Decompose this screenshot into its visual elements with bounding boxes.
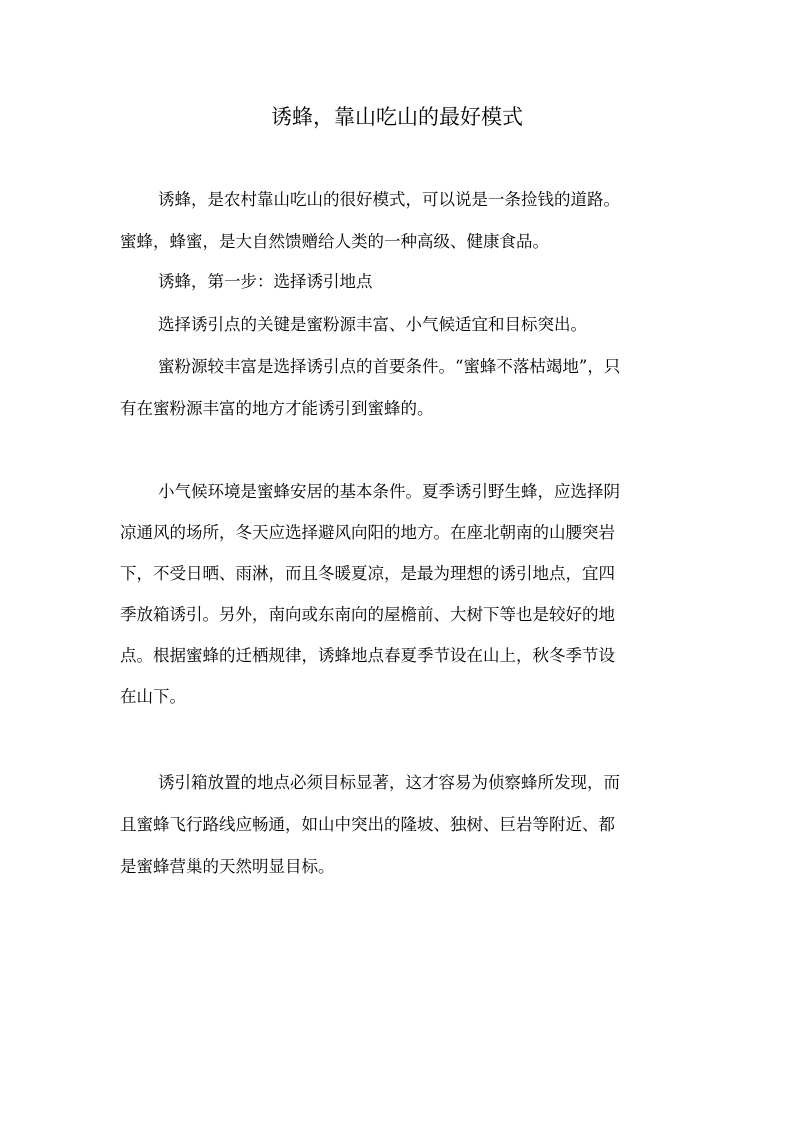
paragraph-line: 有在蜜粉源丰富的地方才能诱引到蜜蜂的。 bbox=[120, 399, 434, 418]
paragraph-line: 蜜蜂，蜂蜜，是大自然馈赠给人类的一种高级、健康食品。 bbox=[120, 232, 549, 251]
paragraph-line: 在山下。 bbox=[120, 687, 186, 706]
document-title: 诱蜂，靠山吃山的最好模式 bbox=[271, 105, 523, 129]
paragraph-line: 小气候环境是蜜蜂安居的基本条件。夏季诱引野生蜂，应选择阴 bbox=[158, 482, 620, 501]
paragraph-line: 诱蜂，第一步：选择诱引地点 bbox=[158, 272, 373, 291]
paragraph-line: 蜜粉源较丰富是选择诱引点的首要条件。“蜜蜂不落枯竭地”，只 bbox=[158, 357, 621, 376]
paragraph-line: 下，不受日晒、雨淋，而且冬暖夏凉，是最为理想的诱引地点，宜四 bbox=[120, 564, 615, 583]
paragraph-line: 诱引箱放置的地点必须目标显著，这才容易为侦察蜂所发现，而 bbox=[158, 773, 620, 792]
paragraph-line: 季放箱诱引。另外，南向或东南向的屋檐前、大树下等也是较好的地 bbox=[120, 605, 615, 624]
paragraph-line: 选择诱引点的关键是蜜粉源丰富、小气候适宜和目标突出。 bbox=[158, 315, 587, 334]
paragraph-line: 是蜜蜂营巢的天然明显目标。 bbox=[120, 857, 335, 876]
paragraph-line: 点。根据蜜蜂的迁栖规律，诱蜂地点春夏季节设在山上，秋冬季节设 bbox=[120, 646, 615, 665]
paragraph-line: 且蜜蜂飞行路线应畅通，如山中突出的隆坡、独树、巨岩等附近、都 bbox=[120, 815, 615, 834]
paragraph-line: 诱蜂，是农村靠山吃山的很好模式，可以说是一条捡钱的道路。 bbox=[158, 190, 620, 209]
paragraph-line: 凉通风的场所，冬天应选择避风向阳的地方。在座北朝南的山腰突岩 bbox=[120, 523, 615, 542]
